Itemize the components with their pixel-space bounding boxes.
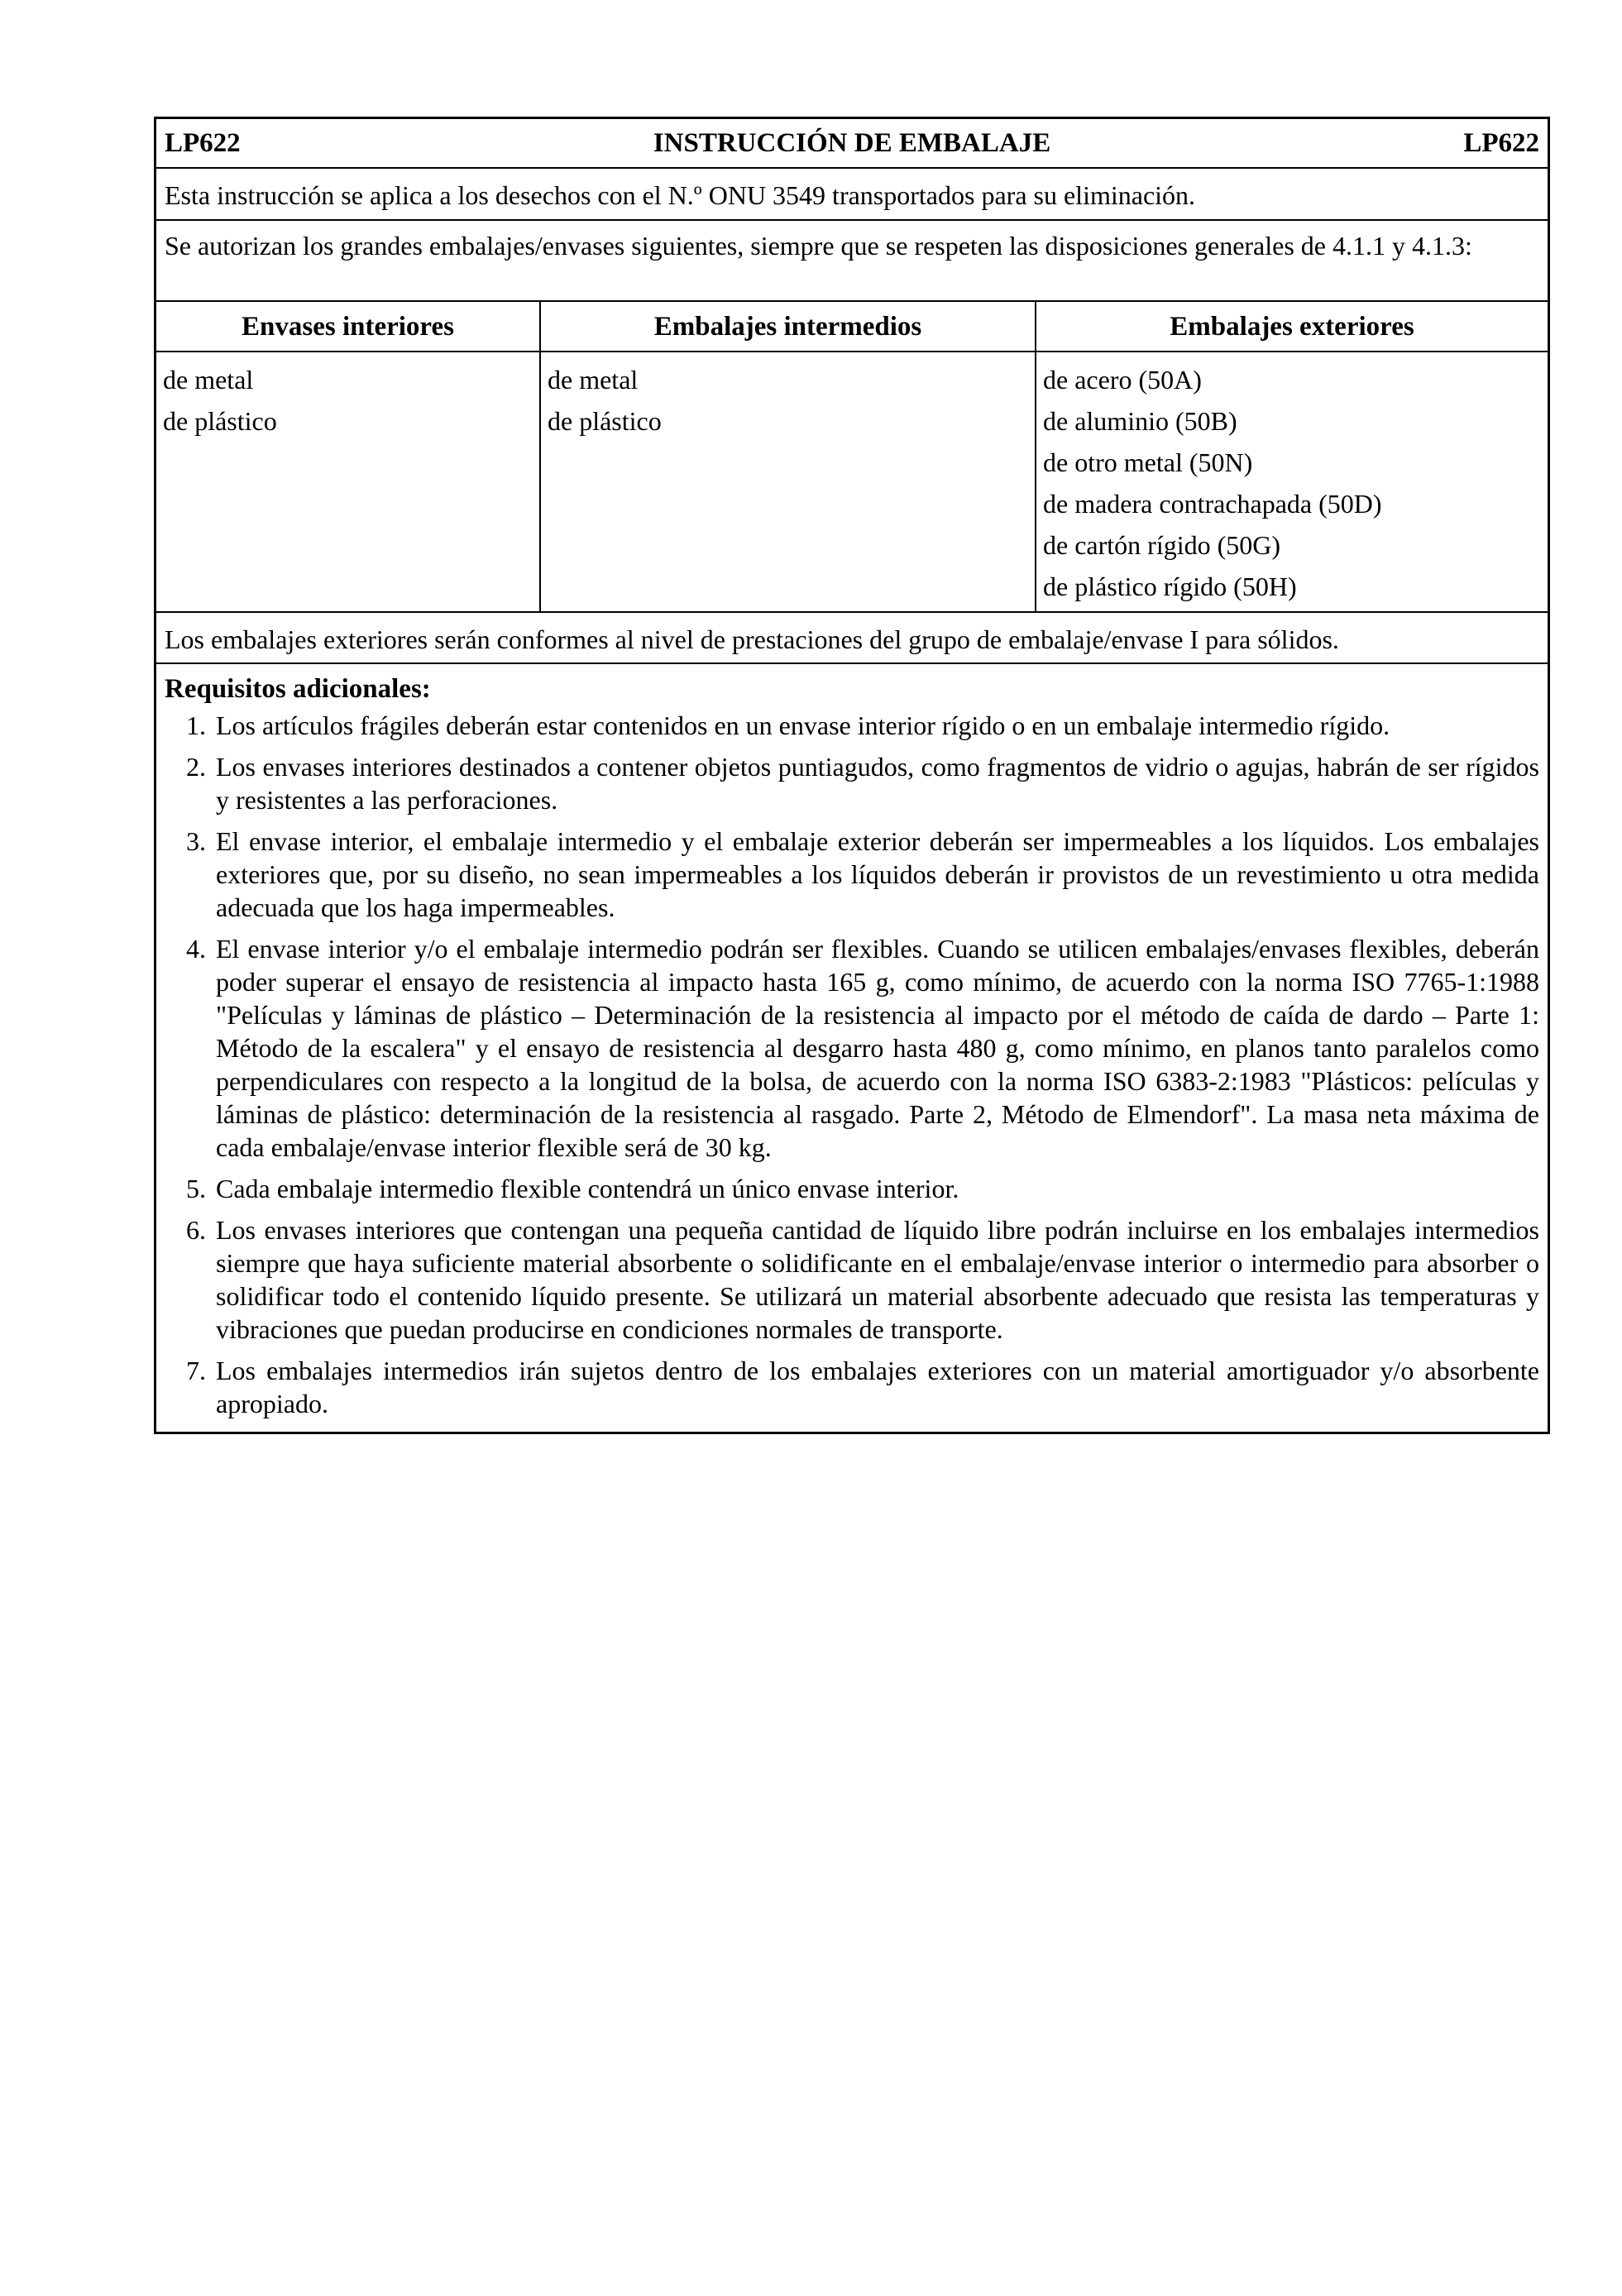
list-item: de otro metal (50N)	[1043, 447, 1253, 477]
outer-requirement-text: Los embalajes exteriores serán conformes al nivel de prestaciones del grupo de embalaje/envase I para sólidos.	[156, 613, 1548, 664]
list-item: de metal	[548, 365, 639, 395]
requirement-number: 4.	[186, 934, 206, 964]
requirement-number: 2.	[186, 752, 206, 782]
requirement-number: 1.	[186, 710, 206, 740]
instruction-code-right: LP622	[1463, 128, 1539, 158]
requirements-list	[165, 709, 1539, 1420]
list-item: de plástico rígido (50H)	[1043, 572, 1297, 601]
inner-packaging-column	[156, 302, 541, 611]
requirement-text: Los embalajes intermedios irán sujetos dentro de los embalajes exteriores con un material amortiguador y/o absorbente apropiado.	[216, 1356, 1539, 1418]
outer-packaging-list	[1036, 352, 1548, 611]
requirement-number: 3.	[186, 826, 206, 856]
list-item: de madera contrachapada (50D)	[1043, 489, 1382, 519]
packing-instruction-table	[154, 117, 1550, 1434]
list-item: de plástico	[163, 406, 277, 436]
requirement-text: El envase interior, el embalaje intermedio y el embalaje exterior deberán ser impermeables a los líquidos. Los embalajes exteriores que, por su diseño, no sean impermeables a los líquidos deberán ir provistos de un revestimiento u otra medida adecuada que los haga impermeables.	[216, 826, 1539, 922]
authorization-text: Se autorizan los grandes embalajes/envases siguientes, siempre que se respeten las disposiciones generales de 4.1.1 y 4.1.3:	[156, 221, 1548, 302]
instruction-title: INSTRUCCIÓN DE EMBALAJE	[653, 128, 1051, 158]
requirement-text: Los envases interiores destinados a contener objetos puntiagudos, como fragmentos de vidrio o agujas, habrán de ser rígidos y resistentes a las perforaciones.	[216, 752, 1539, 815]
requirement-item	[165, 1213, 1539, 1346]
requirement-item	[165, 1354, 1539, 1420]
requirement-item	[165, 825, 1539, 924]
requirement-item	[165, 750, 1539, 816]
outer-packaging-column	[1036, 302, 1548, 611]
inner-packaging-list	[156, 352, 539, 611]
requirement-text: Los envases interiores que contengan una pequeña cantidad de líquido libre podrán incluirse en los embalajes intermedios siempre que haya suficiente material absorbente o solidificante en el embalaje/envase interior o intermedio para absorber o solidificar todo el contenido líquido presente. Se utilizará un material absorbente adecuado que resista las temperaturas y vibraciones que puedan producirse en condiciones normales de transporte.	[216, 1215, 1539, 1344]
list-item: de cartón rígido (50G)	[1043, 530, 1281, 560]
outer-packaging-header: Embalajes exteriores	[1036, 302, 1548, 352]
requirement-text: Cada embalaje intermedio flexible contendrá un único envase interior.	[216, 1174, 959, 1203]
instruction-header	[156, 119, 1548, 169]
list-item: de aluminio (50B)	[1043, 406, 1237, 436]
requirement-number: 5.	[186, 1174, 206, 1203]
requirement-item	[165, 1172, 1539, 1205]
inner-packaging-header: Envases interiores	[156, 302, 539, 352]
requirement-item	[165, 932, 1539, 1164]
requirement-number: 7.	[186, 1356, 206, 1385]
scope-text: Esta instrucción se aplica a los desechos con el N.º ONU 3549 transportados para su eliminación.	[156, 169, 1548, 221]
list-item: de acero (50A)	[1043, 365, 1202, 395]
requirement-number: 6.	[186, 1215, 206, 1245]
requirement-text: Los artículos frágiles deberán estar contenidos en un envase interior rígido o en un embalaje intermedio rígido.	[216, 710, 1390, 740]
intermediate-packaging-list	[541, 352, 1035, 611]
additional-requirements-title: Requisitos adicionales:	[165, 674, 431, 704]
requirement-text: El envase interior y/o el embalaje intermedio podrán ser flexibles. Cuando se utilicen embalajes/envases flexibles, deberán poder superar el ensayo de resistencia al impacto hasta 165 g, como mínimo, de acuerdo con la norma ISO 7765-1:1988 "Películas y láminas de plástico – Determinación de la resistencia al impacto por el método de caída de dardo – Parte 1: Método de la escalera" y el ensayo de resistencia al desgarro hasta 480 g, como mínimo, en planos tanto paralelos como perpendiculares con respecto a la longitud de la bolsa, de acuerdo con la norma ISO 6383-2:1983 "Plásticos: películas y láminas de plástico: determinación de la resistencia al rasgado. Parte 2, Método de Elmendorf". La masa neta máxima de cada embalaje/envase interior flexible será de 30 kg.	[216, 934, 1539, 1162]
requirement-item	[165, 709, 1539, 742]
packaging-grid	[156, 302, 1548, 613]
additional-requirements	[156, 664, 1548, 1432]
intermediate-packaging-header: Embalajes intermedios	[541, 302, 1035, 352]
list-item: de metal	[163, 365, 254, 395]
list-item: de plástico	[548, 406, 662, 436]
instruction-code-left: LP622	[165, 128, 241, 158]
intermediate-packaging-column	[541, 302, 1036, 611]
